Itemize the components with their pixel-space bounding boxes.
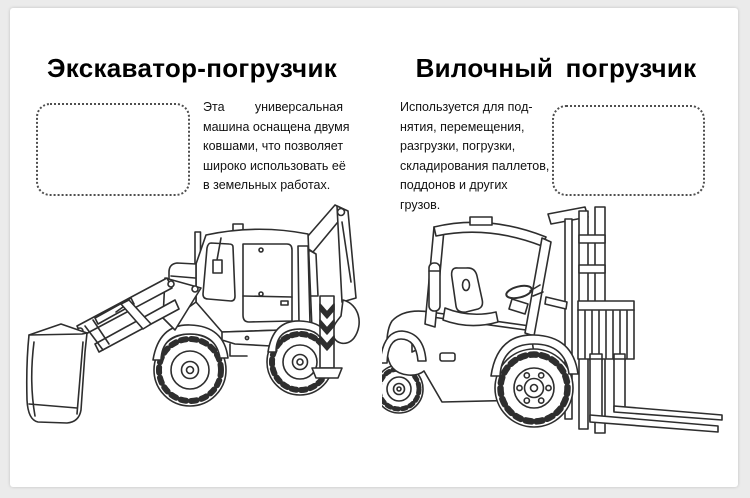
left-page-title: Экскаватор-погрузчик — [46, 53, 338, 84]
excavator-loader-illustration — [25, 202, 360, 445]
right-sticker-placeholder-box — [552, 105, 705, 196]
front-wheel — [495, 349, 573, 427]
description-line: ковшами, что позволяет — [203, 139, 344, 153]
description-line: разгрузки, погрузки, — [400, 139, 516, 153]
description-line: поддонов и других — [400, 178, 508, 192]
description-line: машина оснащена двумя — [203, 119, 350, 134]
right-description — [400, 98, 550, 215]
right-page-title: Вилочный погрузчик — [415, 53, 697, 84]
description-line: широко использовать её — [203, 158, 346, 173]
description-line: складирования паллетов, — [400, 158, 550, 173]
mast-brace — [545, 297, 567, 309]
description-line: в земельных работах. — [203, 178, 331, 192]
seat — [443, 268, 498, 326]
left-description — [203, 98, 350, 196]
description-line: грузов. — [400, 197, 441, 212]
cab — [169, 224, 312, 332]
book-page — [10, 8, 738, 487]
fork-carriage — [578, 301, 634, 359]
forklift-illustration — [382, 205, 725, 440]
description-line: Эта универсальная — [203, 100, 343, 114]
description-line: нятия, перемещения, — [400, 119, 525, 134]
left-sticker-placeholder-box — [36, 103, 190, 196]
forks — [590, 354, 722, 432]
description-line: Используется для под- — [400, 100, 533, 114]
